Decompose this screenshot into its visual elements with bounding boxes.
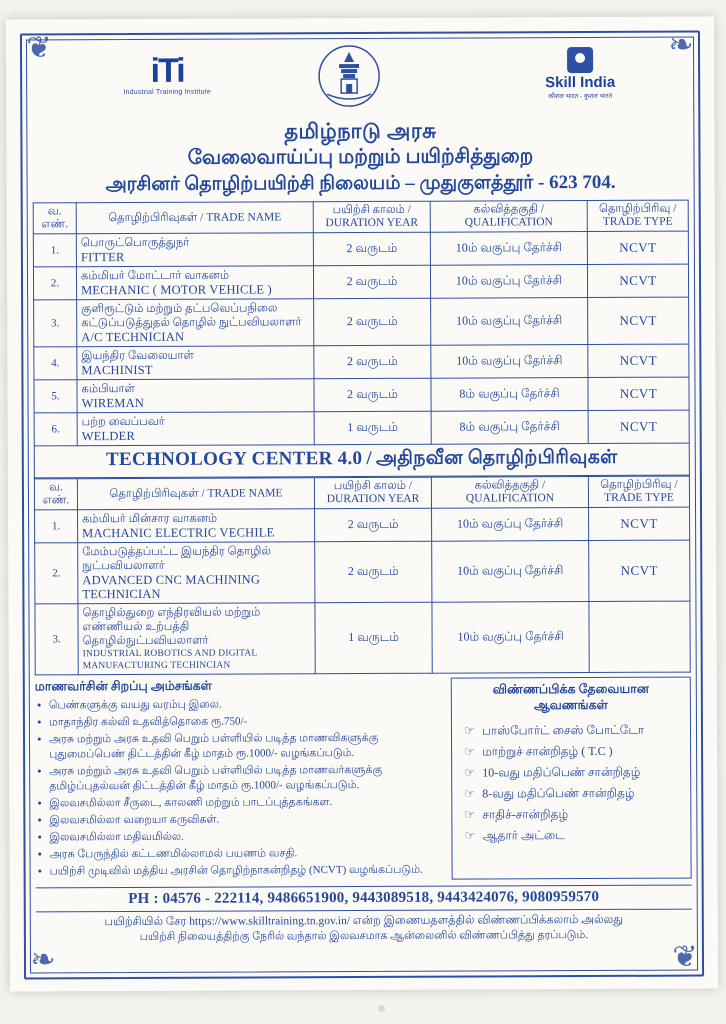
benefits-title: மாணவர்சின் சிறப்பு அம்சங்கள் bbox=[34, 678, 212, 694]
row-sno: 3. bbox=[34, 300, 77, 347]
skill-india-logo bbox=[520, 47, 640, 101]
row-trade-type: NCVT bbox=[588, 377, 689, 410]
row-trade-name bbox=[78, 509, 315, 543]
benefits-list bbox=[35, 697, 446, 880]
row-trade-name bbox=[76, 233, 313, 267]
benefits-block bbox=[35, 678, 446, 882]
footer-note-line2: பயிற்சி நிலையத்திற்கு நேரில் வந்தால் இலவசமாக ஆன்லைனில் விண்ணப்பித்து தரப்படும். bbox=[139, 929, 589, 943]
table-row bbox=[34, 377, 689, 413]
row-trade-name-en: MECHANIC ( MOTOR VEHICLE ) bbox=[81, 282, 272, 298]
row-trade-type bbox=[589, 601, 690, 672]
table-header-row bbox=[33, 200, 688, 234]
row-trade-name-en: MACHANIC ELECTRIC VECHILE bbox=[82, 525, 275, 541]
row-duration: 2 வருடம் bbox=[313, 265, 430, 299]
row-trade-name bbox=[76, 266, 313, 300]
row-trade-type: NCVT bbox=[589, 540, 690, 601]
list-item: ☞ ஆதார் அட்டை bbox=[464, 825, 684, 847]
row-qualification: 10ம் வகுப்பு தேர்ச்சி bbox=[431, 298, 588, 346]
row-sno: 6. bbox=[34, 413, 77, 446]
header-trade-type-ta: தொழிற்பிரிவு / bbox=[598, 202, 677, 215]
list-item: • அரசு மற்றும் அரசு உதவி பெறும் பள்ளியில் படித்த மாணவிகளுக்கு புதுமைப்பெண் திட்டத்தின் கீழ் மாதம் ரூ.1000/- வழங்கப்படும். bbox=[35, 731, 445, 763]
list-item: • இலவசமில்லா சீருடை, காலணி மற்றும் பாடப்புத்தகங்கள. bbox=[35, 795, 445, 812]
tech-header-trade-type-en: TRADE TYPE bbox=[604, 491, 674, 504]
row-trade-name-en: ADVANCED CNC MACHINING TECHNICIAN bbox=[82, 572, 261, 602]
row-trade-type: NCVT bbox=[588, 297, 689, 344]
tech-table-header-row bbox=[34, 476, 689, 510]
row-sno: 5. bbox=[34, 380, 77, 413]
corner-ornament-icon: ❧ bbox=[668, 28, 694, 62]
row-trade-type: NCVT bbox=[588, 344, 689, 377]
row-qualification: 10ம் வகுப்பு தேர்ச்சி bbox=[430, 265, 587, 299]
list-item: • அரசு பேருந்தில் கட்டணமில்லாமல் பயணம் வசதி. bbox=[35, 846, 445, 863]
tech-header-qualification-ta: கல்வித்தகுதி / bbox=[474, 479, 546, 492]
footer-note-line1: பயிற்சியில் சேர https://www.skilltraining.tn.gov.in/ என்ற இணையதளத்தில் விண்ணப்பிக்கலாம் அல்லது bbox=[104, 913, 624, 929]
skill-india-badge-icon bbox=[567, 47, 593, 73]
list-item: • பயிற்சி முடிவில் மத்திய அரசின் தொழிற்நாகன்றிதழ் (NCVT) வழங்கப்படும். bbox=[36, 863, 446, 880]
iti-logo-mark: iTi bbox=[150, 51, 184, 90]
header-trade-type-en: TRADE TYPE bbox=[602, 215, 673, 228]
row-trade-type: NCVT bbox=[587, 231, 688, 264]
row-trade-name-ta: கம்பியாள் bbox=[81, 382, 135, 396]
tech-header-trade-type-ta: தொழிற்பிரிவு / bbox=[600, 478, 678, 491]
header-qualification-en: QUALIFICATION bbox=[464, 216, 553, 229]
tech-header-sno-en: எண். bbox=[42, 494, 70, 507]
tech-header-qualification bbox=[431, 477, 588, 509]
header-qualification-ta: கல்வித்தகுதி / bbox=[473, 203, 545, 216]
tech-header-trade-name bbox=[77, 478, 314, 510]
tech-header-duration-en: DURATION YEAR bbox=[326, 492, 420, 506]
header-duration-en: DURATION YEAR bbox=[325, 216, 419, 230]
row-trade-name-ta: பொருட்பொருத்துநர் bbox=[80, 236, 190, 250]
department-title: வேலைவாய்ப்பு மற்றும் பயிற்சித்துறை bbox=[187, 145, 534, 169]
table-row bbox=[35, 601, 690, 675]
row-trade-name bbox=[78, 542, 315, 604]
row-duration: 1 வருடம் bbox=[314, 411, 431, 445]
tech-header-duration-ta: பயிற்சி காலம் / bbox=[333, 479, 413, 493]
technology-trade-table bbox=[34, 476, 691, 676]
bottom-section bbox=[35, 677, 692, 882]
row-trade-name bbox=[78, 603, 315, 675]
row-sno: 4. bbox=[34, 347, 77, 380]
technology-center-label-ta: அதிநவீன தொழிற்பிரிவுகள் bbox=[375, 446, 618, 469]
row-trade-name-ta: மேம்படுத்தப்பட்ட இயந்திர தொழில் நுட்பவியலாளர் bbox=[82, 545, 271, 573]
row-sno: 2. bbox=[35, 543, 78, 604]
table-row bbox=[35, 507, 690, 543]
table-row bbox=[33, 231, 688, 267]
corner-ornament-icon: ❦ bbox=[672, 940, 698, 974]
row-trade-type: NCVT bbox=[589, 507, 690, 540]
tech-header-trade-name-text: தொழிற்பிரிவுகள் / TRADE NAME bbox=[109, 486, 283, 500]
header bbox=[32, 43, 688, 118]
notice-sheet bbox=[6, 16, 718, 991]
technology-center-banner bbox=[34, 444, 690, 479]
list-item: ☞ பாஸ்போர்ட் சைஸ் போட்டோ bbox=[464, 720, 684, 742]
header-sno-en: எண். bbox=[41, 218, 69, 231]
row-trade-type: NCVT bbox=[587, 264, 688, 297]
list-item: ☞ 10-வது மதிப்பெண் சான்றிதழ் bbox=[464, 762, 684, 784]
row-duration: 2 வருடம் bbox=[313, 232, 430, 266]
row-trade-name-ta: குளிரூட்டும் மற்றும் தட்பவெப்பநிலை கட்டுப்படுத்துதல் தொழில் நுட்பவியலாளர் bbox=[81, 302, 302, 330]
header-duration bbox=[313, 201, 430, 233]
list-item: • இலவசமில்லா வறையா கருவிகள். bbox=[35, 812, 445, 829]
row-trade-name-ta: தொழில்துறை எந்திரவியல் மற்றும் எண்ணியல் உற்பத்தி தொழில்நுட்பவியலாளர் bbox=[82, 606, 261, 648]
row-trade-name-ta: கம்மியர் மோட்டார் வாகனம் bbox=[80, 269, 230, 283]
table-row bbox=[33, 264, 688, 300]
header-duration-ta: பயிற்சி காலம் / bbox=[332, 203, 411, 217]
row-qualification: 10ம் வகுப்பு தேர்ச்சி bbox=[430, 232, 587, 266]
table-row bbox=[34, 410, 689, 446]
documents-block bbox=[451, 677, 692, 880]
technology-center-label-en: TECHNOLOGY CENTER 4.0 bbox=[105, 447, 363, 471]
govt-title: தமிழ்நாடு அரசு bbox=[284, 118, 437, 144]
row-duration: 2 வருடம் bbox=[315, 508, 432, 542]
row-trade-name-ta: கம்மியர் மின்சார வாகனம் bbox=[82, 512, 218, 526]
row-sno: 2. bbox=[33, 267, 76, 300]
row-duration: 2 வருடம் bbox=[314, 345, 431, 379]
row-trade-name-en: WELDER bbox=[81, 428, 136, 444]
row-trade-name bbox=[77, 346, 314, 380]
list-item: • பெண்களுக்கு வயது வரம்பு இலை. bbox=[35, 697, 445, 714]
row-sno: 1. bbox=[35, 510, 78, 543]
row-duration: 2 வருடம் bbox=[314, 298, 431, 346]
header-qualification bbox=[430, 201, 587, 233]
header-trade-type bbox=[587, 200, 688, 231]
row-trade-name-en: FITTER bbox=[80, 250, 125, 265]
institute-title: அரசினர் தொழிற்பயிற்சி நிலையம் – முதுகுளத்தூர் - 623 704. bbox=[105, 171, 616, 196]
iti-logo bbox=[92, 53, 242, 97]
row-qualification: 10ம் வகுப்பு தேர்ச்சி bbox=[432, 602, 589, 674]
row-sno: 1. bbox=[33, 234, 76, 267]
row-trade-name-en: WIREMAN bbox=[81, 395, 145, 411]
row-trade-name-ta: பற்ற வைப்பவர் bbox=[81, 415, 165, 429]
tech-header-duration bbox=[314, 477, 431, 509]
paper-smudge bbox=[378, 1005, 385, 1012]
list-item: ☞ மாற்றுச் சான்றிதழ் ( T.C ) bbox=[464, 741, 684, 763]
table-row bbox=[34, 344, 689, 380]
list-item: • அரசு மற்றும் அரசு உதவி பெறும் பள்ளியில் படித்த மாணவர்களுக்கு தமிழ்ப்புதல்வன் திட்டத்தின் கீழ் மாதம் ரூ.1000/- வழங்கப்படும். bbox=[35, 763, 445, 795]
row-trade-name bbox=[77, 379, 314, 413]
header-trade-name bbox=[76, 202, 313, 234]
tech-header-trade-type bbox=[588, 476, 689, 507]
row-trade-name-en: MACHINIST bbox=[81, 362, 153, 378]
technology-center-separator: / bbox=[366, 447, 372, 469]
corner-ornament-icon: ❧ bbox=[30, 943, 56, 977]
trade-table bbox=[33, 200, 690, 447]
list-item: ☞ சாதிச்-சான்றிதழ் bbox=[464, 804, 684, 826]
title-block bbox=[32, 117, 688, 199]
row-trade-name bbox=[77, 412, 314, 446]
header-sno-ta: வ. bbox=[47, 205, 62, 218]
table-row bbox=[35, 540, 690, 604]
footer-note bbox=[36, 910, 692, 946]
header-trade-name-text: தொழிற்பிரிவுகள் / TRADE NAME bbox=[108, 210, 282, 224]
row-qualification: 8ம் வகுப்பு தேர்ச்சி bbox=[431, 378, 588, 412]
skill-india-title: Skill India bbox=[545, 73, 616, 92]
row-duration: 1 வருடம் bbox=[315, 602, 432, 674]
tech-header-sno-ta: வ. bbox=[48, 481, 63, 494]
iti-logo-subtitle: Industrial Training Institute bbox=[123, 88, 211, 97]
tech-header-sno bbox=[34, 479, 77, 510]
row-sno: 3. bbox=[35, 604, 78, 675]
row-trade-name bbox=[77, 299, 314, 347]
row-qualification: 10ம் வகுப்பு தேர்ச்சி bbox=[432, 508, 589, 542]
list-item: ☞ 8-வது மதிப்பெண் சான்றிதழ் bbox=[464, 783, 684, 805]
documents-title: விண்ணப்பிக்க தேவையான ஆவணங்கள் bbox=[492, 681, 649, 713]
documents-list bbox=[458, 720, 685, 847]
row-qualification: 10ம் வகுப்பு தேர்ச்சி bbox=[432, 541, 589, 603]
row-duration: 2 வருடம் bbox=[314, 378, 431, 412]
list-item: • இலவசமில்லா மதிவமில்ல. bbox=[35, 829, 445, 846]
row-duration: 2 வருடம் bbox=[315, 541, 432, 603]
row-trade-name-en: INDUSTRIAL ROBOTICS AND DIGITAL MANUFACTURING TECHINCIAN bbox=[82, 648, 258, 672]
phone-numbers: PH : 04576 - 222114, 9486651900, 9443089518, 9443424076, 9080959570 bbox=[36, 885, 692, 913]
tamil-nadu-emblem-icon bbox=[314, 44, 384, 108]
header-sno bbox=[33, 203, 76, 234]
row-qualification: 10ம் வகுப்பு தேர்ச்சி bbox=[431, 345, 588, 379]
corner-ornament-icon: ❦ bbox=[26, 31, 52, 65]
tech-header-qualification-en: QUALIFICATION bbox=[465, 492, 555, 505]
row-trade-name-ta: இயந்திர வேலையாள் bbox=[81, 349, 194, 363]
skill-india-subtitle: कौशल भारत - कुशल भारत bbox=[548, 92, 613, 101]
row-qualification: 8ம் வகுப்பு தேர்ச்சி bbox=[431, 411, 588, 445]
row-trade-name-en: A/C TECHNICIAN bbox=[81, 329, 185, 345]
row-trade-type: NCVT bbox=[588, 410, 689, 443]
table-row bbox=[34, 297, 689, 347]
list-item: • மாதாந்திர கல்வி உதவித்தொகை ரூ.750/- bbox=[35, 714, 445, 731]
